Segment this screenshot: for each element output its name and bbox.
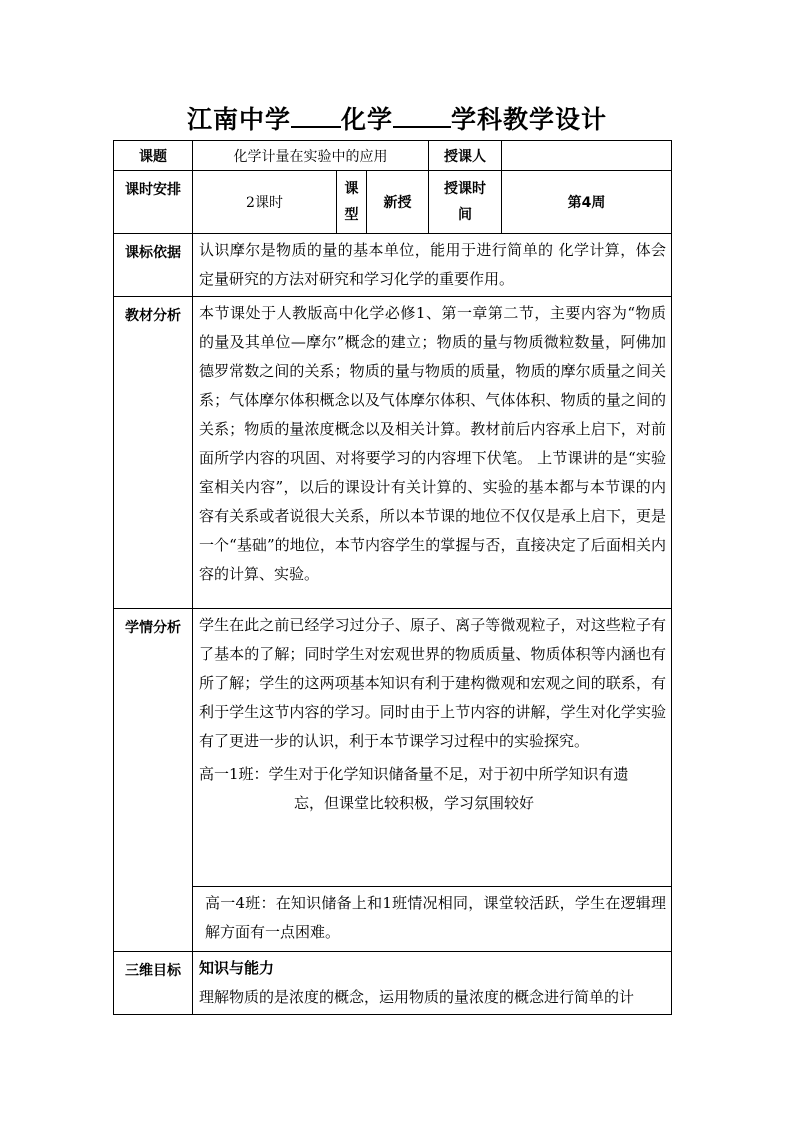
students-row — [114, 609, 672, 887]
goals-cell — [193, 952, 672, 1015]
class1-line2: 忘，但课堂比较积极，学习氛围较好 — [294, 794, 535, 812]
topic-value: 化学计量在实验中的应用 — [193, 141, 429, 171]
textbook-text: 本节课处于人教版高中化学必修1、第一章第二节，主要内容为“物质的量及其单位—摩尔”概念的建立；物质的量与物质微粒数量，阿佛加德罗常数之间的关系；物质的量与物质的质量，物质的摩尔质量之间关系；气体摩尔体积概念以及气体摩尔体积、气体体积、物质的量之间的关系；物质的量浓度概念以及相关计算。教材前后内容承上启下，对前面所学内容的巩固、对将要学习的内容埋下伏笔。 上节课讲的是“实验室相关内容”，以后的课设计有关计算的、实验的基本都与本节课的内容有关系或者说很大关系，所以本节课的地位不仅仅是承上启下，更是一个“基础”的地位，本节内容学生的掌握与否，直接决定了后面相关内容的计算、实验。 — [193, 297, 672, 609]
title-subject: 化学 — [340, 105, 393, 134]
type-value: 新授 — [367, 171, 429, 234]
document-title — [0, 100, 794, 136]
lesson-plan-table — [113, 140, 672, 1015]
schedule-row — [114, 171, 672, 234]
type-label: 课型 — [337, 171, 367, 234]
teacher-value — [502, 141, 672, 171]
standards-text: 认识摩尔是物质的量的基本单位，能用于进行简单的 化学计算，体会定量研究的方法对研究和学习化学的重要作用。 — [193, 234, 672, 297]
title-blank-left — [291, 102, 341, 128]
title-prefix: 江南中学 — [186, 105, 291, 134]
textbook-row — [114, 297, 672, 609]
schedule-label: 课时安排 — [114, 171, 193, 234]
class1-line1: 高一1班：学生对于化学知识储备量不足，对于初中所学知识有遗 — [199, 765, 629, 783]
goals-subhead: 知识与能力 — [199, 959, 275, 977]
title-blank-right — [393, 102, 451, 128]
students-cell — [193, 609, 672, 887]
goals-row — [114, 952, 672, 1015]
standards-label: 课标依据 — [114, 234, 193, 297]
title-suffix: 学科教学设计 — [451, 105, 608, 134]
goals-label: 三维目标 — [114, 952, 193, 1015]
teacher-label: 授课人 — [429, 141, 502, 171]
schedule-value: 2课时 — [193, 171, 337, 234]
time-label: 授课时间 — [429, 171, 502, 234]
class4-text: 高一4班：在知识储备上和1班情况相同，课堂较活跃，学生在逻辑理解方面有一点困难。 — [193, 887, 672, 952]
textbook-label: 教材分析 — [114, 297, 193, 609]
standards-row — [114, 234, 672, 297]
class4-row — [114, 887, 672, 952]
goals-text: 理解物质的是浓度的概念，运用物质的量浓度的概念进行简单的计 — [199, 988, 635, 1006]
students-text: 学生在此之前已经学习过分子、原子、离子等微观粒子，对这些粒子有了基本的了解；同时学生对宏观世界的物质质量、物质体积等内涵也有所了解；学生的这两项基本知识有利于建构微观和宏观之间的联系，有利于学生这节内容的学习。同时由于上节内容的讲解，学生对化学实验有了更进一步的认识，利于本节课学习过程中的实验探究。 — [199, 616, 667, 750]
time-value: 第4周 — [502, 171, 672, 234]
topic-row — [114, 141, 672, 171]
students-label: 学情分析 — [114, 609, 193, 952]
topic-label: 课题 — [114, 141, 193, 171]
